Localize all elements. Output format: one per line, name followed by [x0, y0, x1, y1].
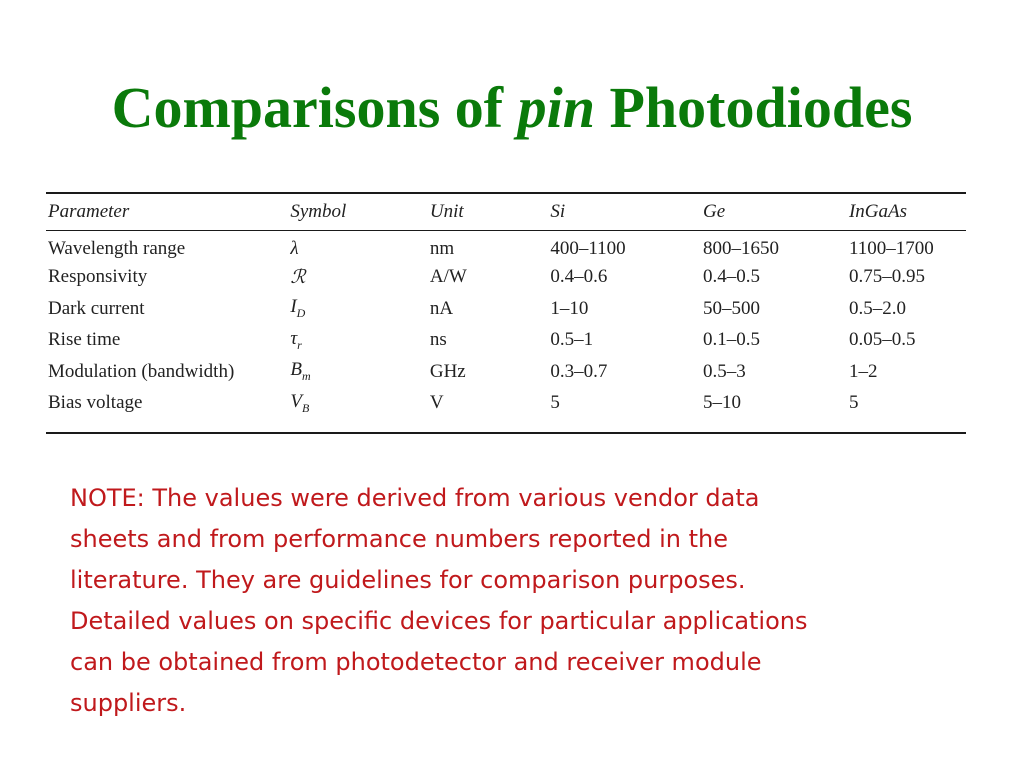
- table-body: [46, 230, 966, 419]
- cell-parameter: Responsivity: [48, 266, 148, 288]
- cell-symbol: [288, 293, 428, 325]
- note-text: [70, 478, 950, 724]
- header-parameter: Parameter: [48, 201, 130, 222]
- symbol-base: V: [290, 390, 302, 412]
- symbol-subscript: D: [296, 306, 306, 321]
- symbol-base: B: [290, 359, 302, 381]
- slide-title: [0, 72, 1024, 144]
- cell-ge: 0.4–0.5: [703, 266, 761, 288]
- title-text-after: Photodiodes: [609, 75, 913, 140]
- cell-unit: nm: [429, 237, 455, 259]
- symbol-base: λ: [290, 237, 299, 259]
- cell-parameter: Bias voltage: [48, 392, 143, 414]
- cell-ge: 800–1650: [703, 237, 780, 259]
- cell-unit: nA: [429, 297, 454, 319]
- header-si: Si: [550, 201, 566, 222]
- table-row: [46, 262, 966, 294]
- cell-ge: 5–10: [703, 392, 742, 414]
- note-line: NOTE: The values were derived from various vendor data: [70, 484, 760, 512]
- cell-ingaas: 0.05–0.5: [848, 329, 916, 351]
- title-text-before: Comparisons of: [111, 75, 504, 140]
- symbol-base: τ: [290, 327, 298, 349]
- symbol-subscript: m: [301, 369, 311, 384]
- cell-si: 0.5–1: [550, 329, 594, 351]
- header-symbol: Symbol: [290, 201, 347, 222]
- cell-unit: GHz: [429, 360, 466, 382]
- cell-symbol: [288, 230, 428, 262]
- cell-ingaas: 1100–1700: [848, 237, 934, 259]
- header-ingaas: InGaAs: [848, 201, 908, 222]
- cell-si: 0.4–0.6: [550, 266, 608, 288]
- cell-si: 0.3–0.7: [550, 360, 608, 382]
- table-row: [46, 356, 966, 388]
- symbol-base: ℛ: [290, 266, 306, 288]
- cell-ingaas: 0.5–2.0: [848, 297, 906, 319]
- title-text-italic: pin: [517, 75, 595, 140]
- cell-symbol: [288, 262, 428, 294]
- cell-ingaas: 0.75–0.95: [848, 266, 925, 288]
- note-line: can be obtained from photodetector and receiver module: [70, 648, 762, 676]
- symbol-base: I: [290, 296, 297, 318]
- cell-unit: V: [429, 392, 444, 414]
- note-line: sheets and from performance numbers reported in the: [70, 525, 729, 553]
- cell-ingaas: 1–2: [848, 360, 878, 382]
- table-row: [46, 230, 966, 262]
- table-row: [46, 325, 966, 357]
- cell-parameter: Rise time: [48, 329, 121, 351]
- symbol-subscript: B: [301, 400, 310, 415]
- cell-ge: 0.5–3: [703, 360, 746, 382]
- table-row: [46, 388, 966, 420]
- note-line: literature. They are guidelines for comparison purposes.: [70, 566, 746, 594]
- cell-ge: 50–500: [703, 297, 761, 319]
- comparison-table: [46, 192, 966, 435]
- cell-unit: ns: [429, 329, 447, 351]
- table-bottom-rule: [46, 432, 966, 434]
- header-ge: Ge: [703, 201, 726, 222]
- note-line: suppliers.: [70, 689, 187, 717]
- cell-si: 5: [550, 392, 560, 414]
- cell-si: 1–10: [550, 297, 589, 319]
- cell-symbol: [288, 325, 428, 357]
- table-header-row: [46, 194, 966, 230]
- symbol-subscript: r: [297, 337, 302, 352]
- header-unit: Unit: [429, 201, 464, 222]
- cell-si: 400–1100: [550, 237, 626, 259]
- cell-symbol: [288, 388, 428, 420]
- note-line: Detailed values on specific devices for particular applications: [70, 607, 808, 635]
- cell-unit: A/W: [429, 266, 467, 288]
- spec-table: [46, 194, 966, 419]
- table-row: [46, 293, 966, 325]
- cell-parameter: Wavelength range: [48, 237, 186, 259]
- cell-symbol: [288, 356, 428, 388]
- cell-parameter: Modulation (bandwidth): [48, 360, 235, 382]
- cell-ingaas: 5: [848, 392, 859, 414]
- cell-parameter: Dark current: [48, 297, 145, 319]
- cell-ge: 0.1–0.5: [703, 329, 761, 351]
